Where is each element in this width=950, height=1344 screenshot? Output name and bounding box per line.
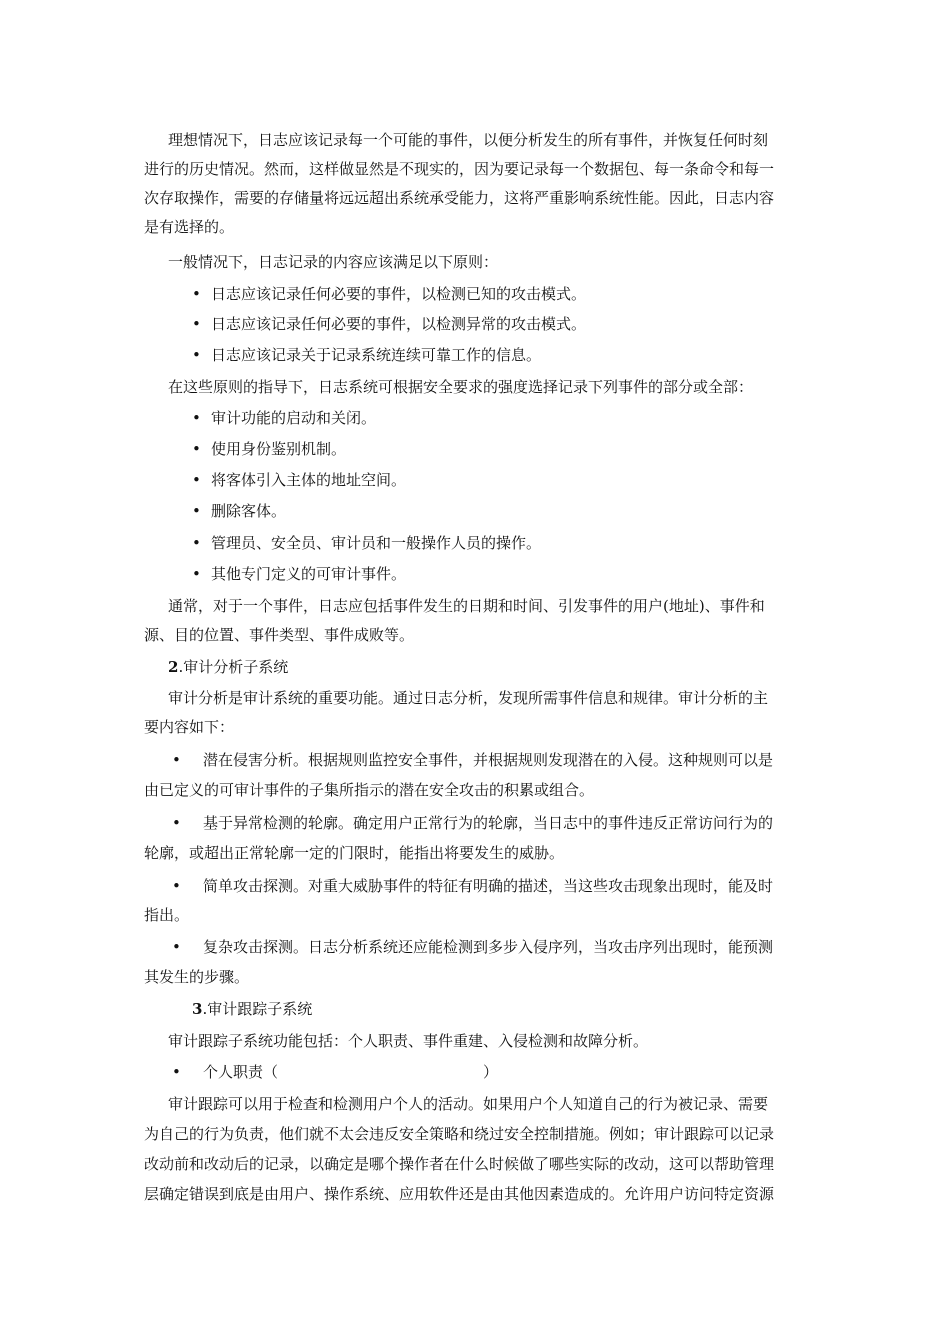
item-close-paren: ） [483,1063,499,1081]
bullet-icon: • [192,471,201,489]
paragraph-6: 审计跟踪子系统功能包括：个人职责、事件重建、入侵检测和故障分析。 [168,1032,649,1050]
paragraph-5-line-1: 审计分析是审计系统的重要功能。通过日志分析，发现所需事件信息和规律。审计分析的主 [168,689,769,707]
section-heading-2 [168,657,288,677]
analysis-item-4-line-2: 其发生的步骤。 [144,968,250,986]
list-2-item-5: 管理员、安全员、审计员和一般操作人员的操作。 [211,534,542,552]
list-1-item-3: 日志应该记录关于记录系统连续可靠工作的信息。 [211,346,542,364]
bullet-icon: • [172,938,181,956]
list-2-item-1: 审计功能的启动和关闭。 [211,409,377,427]
bullet-icon: • [192,409,201,427]
analysis-item-1-line-1: 潜在侵害分析。根据规则监控安全事件，并根据规则发现潜在的入侵。这种规则可以是 [203,751,774,769]
list-2-item-2: 使用身份鉴别机制。 [211,440,347,458]
analysis-item-3-line-2: 指出。 [144,906,190,924]
analysis-item-3-line-1: 简单攻击探测。对重大威胁事件的特征有明确的描述，当这些攻击现象出现时，能及时 [203,877,774,895]
section-title: .审计跟踪子系统 [202,1000,313,1018]
paragraph-4-line-1: 通常，对于一个事件，日志应包括事件发生的日期和时间、引发事件的用户(地址)、事件和 [168,597,765,615]
bullet-icon: • [172,877,181,895]
section-number: 2 [168,658,179,676]
analysis-item-2-line-2: 轮廓，或超出正常轮廓一定的门限时，能指出将要发生的威胁。 [144,844,565,862]
bullet-icon: • [172,1063,181,1081]
list-2-item-4: 删除客体。 [211,502,287,520]
paragraph-3: 在这些原则的指导下，日志系统可根据安全要求的强度选择记录下列事件的部分或全部： [168,378,754,396]
bullet-icon: • [192,565,201,583]
paragraph-1-line-3: 次存取操作，需要的存储量将远远超出系统承受能力，这将严重影响系统性能。因此，日志内容 [144,189,775,207]
paragraph-7-line-3: 改动前和改动后的记录，以确定是哪个操作者在什么时候做了哪些实际的改动，这可以帮助管理 [144,1155,775,1173]
analysis-item-2-line-1: 基于异常检测的轮廓。确定用户正常行为的轮廓，当日志中的事件违反正常访问行为的 [203,814,774,832]
bullet-icon: • [192,315,201,333]
analysis-item-4-line-1: 复杂攻击探测。日志分析系统还应能检测到多步入侵序列，当攻击序列出现时，能预测 [203,938,774,956]
paragraph-4-line-2: 源、目的位置、事件类型、事件成败等。 [144,626,415,644]
paragraph-1-line-4: 是有选择的。 [144,218,235,236]
bullet-icon: • [192,534,201,552]
paragraph-2: 一般情况下，日志记录的内容应该满足以下原则： [168,253,499,271]
section-heading-3 [192,999,312,1019]
list-1-item-1: 日志应该记录任何必要的事件，以检测已知的攻击模式。 [211,285,587,303]
item-personal-accountability: 个人职责（ [203,1063,279,1081]
paragraph-7-line-1: 审计跟踪可以用于检查和检测用户个人的活动。如果用户个人知道自己的行为被记录、需要 [168,1095,769,1113]
paragraph-1-line-1: 理想情况下，日志应该记录每一个可能的事件，以便分析发生的所有事件，并恢复任何时刻 [168,131,769,149]
paragraph-1-line-2: 进行的历史情况。然而，这样做显然是不现实的，因为要记录每一个数据包、每一条命令和每一 [144,160,775,178]
paragraph-5-line-2: 要内容如下： [144,718,235,736]
paragraph-7-line-2: 为自己的行为负责，他们就不太会违反安全策略和绕过安全控制措施。例如；审计跟踪可以记录 [144,1125,775,1143]
bullet-icon: • [192,502,201,520]
bullet-icon: • [192,346,201,364]
paragraph-7-line-4: 层确定错误到底是由用户、操作系统、应用软件还是由其他因素造成的。允许用户访问特定资源 [144,1185,775,1203]
bullet-icon: • [192,440,201,458]
list-2-item-3: 将客体引入主体的地址空间。 [211,471,407,489]
section-number: 3 [192,1000,203,1018]
analysis-item-1-line-2: 由已定义的可审计事件的子集所指示的潜在安全攻击的积累或组合。 [144,781,595,799]
bullet-icon: • [192,285,201,303]
section-title: .审计分析子系统 [178,658,289,676]
bullet-icon: • [172,751,181,769]
bullet-icon: • [172,814,181,832]
list-1-item-2: 日志应该记录任何必要的事件，以检测异常的攻击模式。 [211,315,587,333]
list-2-item-6: 其他专门定义的可审计事件。 [211,565,407,583]
